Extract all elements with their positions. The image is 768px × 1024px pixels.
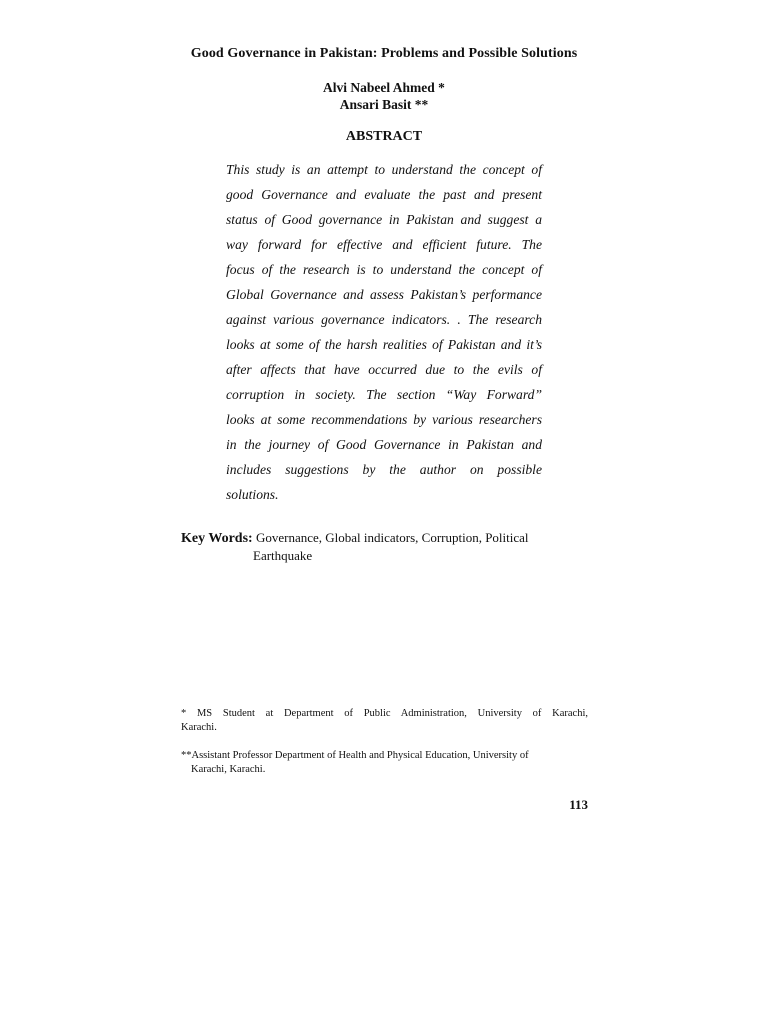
abstract-line: corruption in society. The section “Way Forward”: [226, 387, 542, 402]
abstract-line: good Governance and evaluate the past and present: [226, 187, 542, 202]
footnote-1-line-2: Karachi.: [181, 722, 217, 733]
author-1: Alvi Nabeel Ahmed *: [323, 80, 445, 95]
abstract-line: after affects that have occurred due to the evils of: [226, 362, 542, 377]
keywords: [181, 529, 581, 564]
abstract-line: way forward for effective and efficient future. The: [226, 237, 542, 252]
abstract-body: [0, 160, 768, 512]
paper-title: Good Governance in Pakistan: Problems and Possible Solutions: [190, 46, 578, 61]
abstract-line: focus of the research is to understand the concept of: [226, 262, 542, 277]
abstract-line: against various governance indicators. . The research: [226, 312, 542, 327]
abstract-line: Global Governance and assess Pakistan’s performance: [226, 287, 542, 302]
abstract-line: in the journey of Good Governance in Pakistan and: [226, 437, 542, 452]
keywords-line-1: Governance, Global indicators, Corruption, Political: [252, 530, 529, 545]
footnote-2-line-1: **Assistant Professor Department of Health and Physical Education, University of: [181, 750, 529, 761]
footnote-2: [181, 749, 588, 777]
footnote-2-line-2: Karachi, Karachi.: [191, 764, 266, 775]
abstract-line: looks at some recommendations by various researchers: [226, 412, 542, 427]
abstract-line: This study is an attempt to understand the concept of: [226, 162, 542, 177]
keywords-line-2: Earthquake: [253, 548, 313, 563]
footnote-1: [181, 707, 588, 735]
footnote-1-line-1: * MS Student at Department of Public Administration, University of Karachi,: [181, 708, 588, 719]
abstract-line: includes suggestions by the author on possible: [226, 462, 542, 477]
abstract-line: looks at some of the harsh realities of Pakistan and it’s: [226, 337, 542, 352]
page-number: 113: [569, 797, 588, 812]
author-2: Ansari Basit **: [339, 97, 429, 112]
abstract-line: status of Good governance in Pakistan and suggest a: [226, 212, 542, 227]
abstract-line: solutions.: [226, 487, 279, 502]
abstract-heading: ABSTRACT: [345, 129, 423, 144]
keywords-label: Key Words:: [181, 531, 253, 546]
